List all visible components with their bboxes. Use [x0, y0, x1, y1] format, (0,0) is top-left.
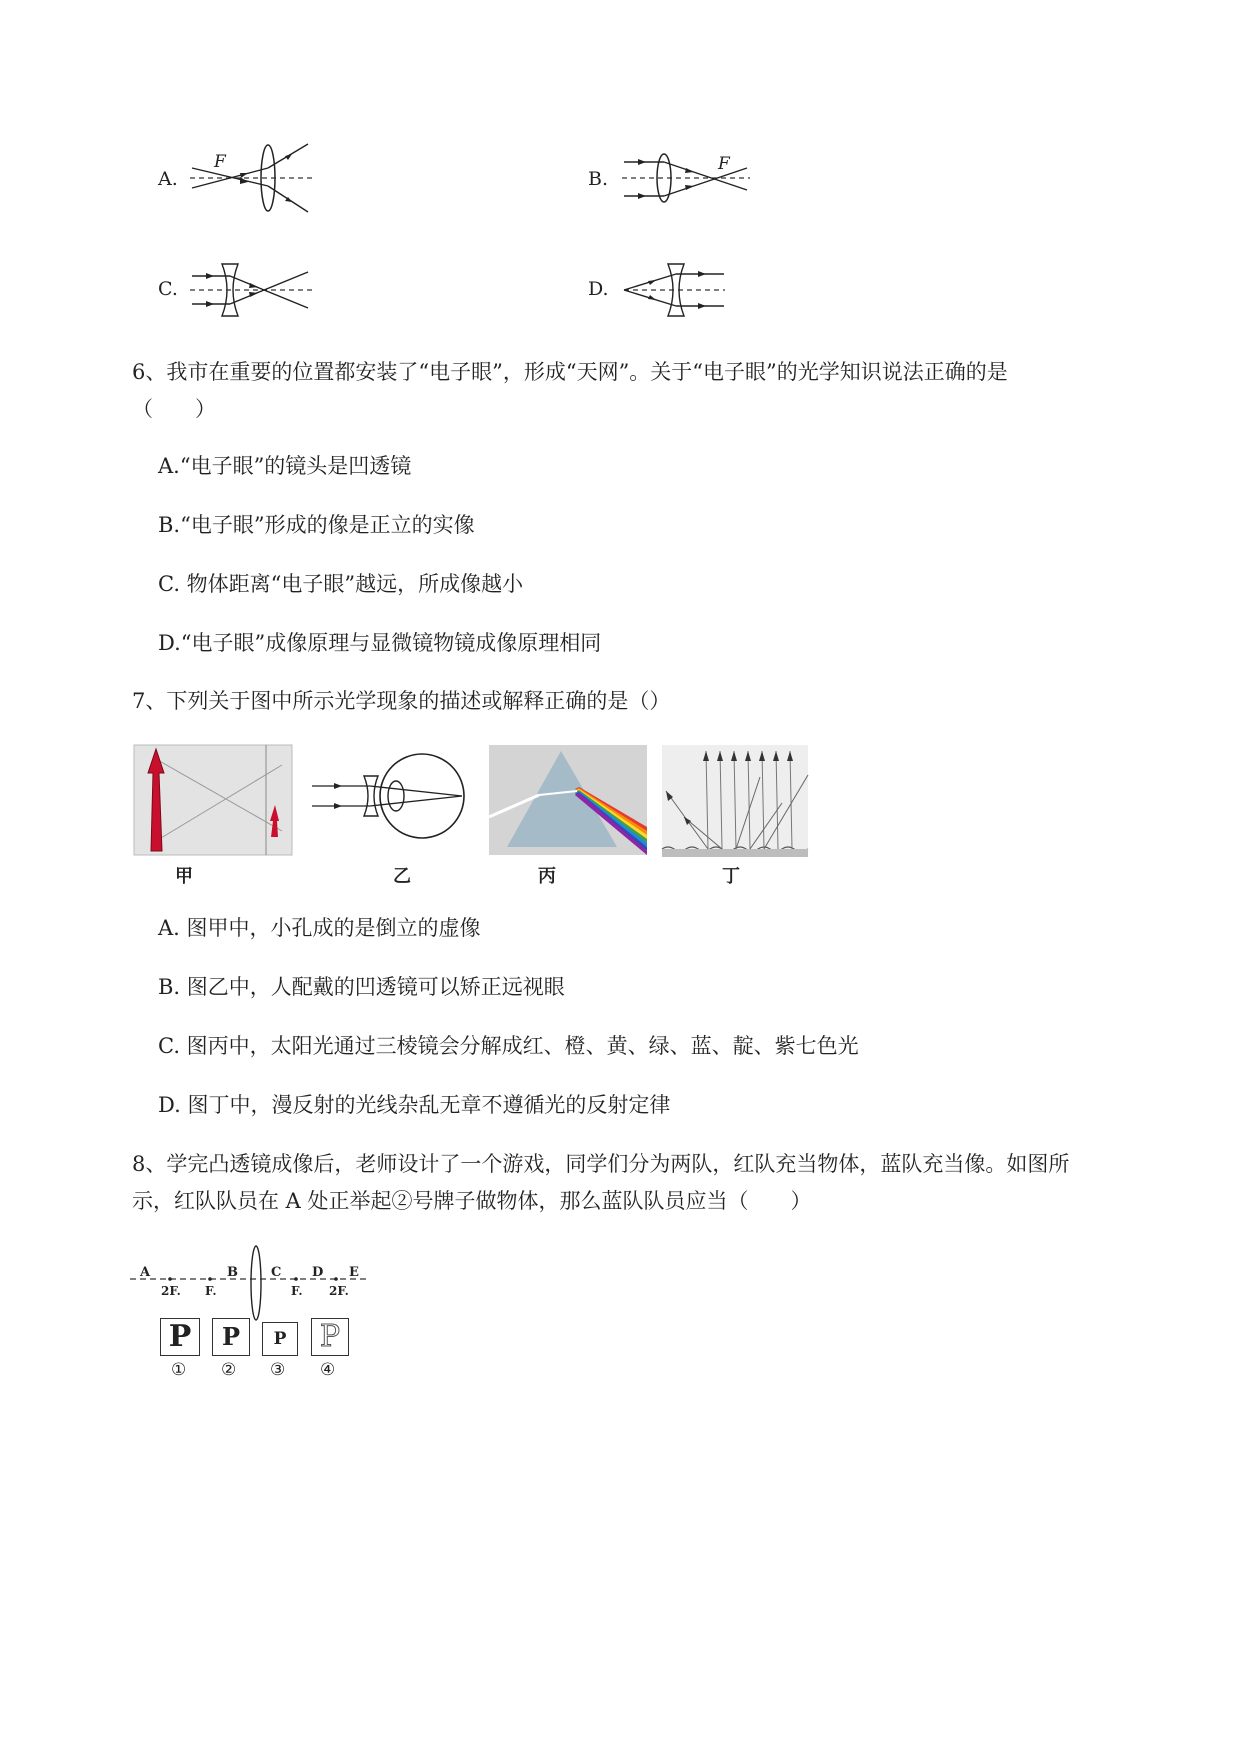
card-4-letter: P — [319, 1319, 341, 1354]
q8-stem-line1: 8、学完凸透镜成像后，老师设计了一个游戏，同学们分为两队，红队充当物体，蓝队充当像。如图所 — [132, 1152, 1070, 1176]
q7-option-c: C. 图丙中，太阳光通过三棱镜会分解成红、橙、黄、绿、蓝、靛、紫七色光 — [158, 1034, 859, 1058]
focus-label-b: F — [718, 154, 730, 174]
q6-option-b: B.“电子眼”形成的像是正立的实像 — [158, 513, 475, 537]
figure-bing-prism — [489, 745, 647, 855]
card-2 — [212, 1318, 250, 1356]
q6-option-d: D.“电子眼”成像原理与显微镜物镜成像原理相同 — [158, 631, 602, 655]
figure-jia-pinhole — [134, 745, 292, 855]
axis-point-e: E — [349, 1265, 359, 1280]
axis-point-a: A — [140, 1265, 151, 1280]
figure-caption-bing: 丙 — [538, 866, 556, 887]
q8-lens-axis-diagram — [130, 1245, 375, 1310]
focus-label-a: F — [214, 152, 226, 172]
figure-caption-jia: 甲 — [175, 866, 193, 887]
card-2-letter: P — [221, 1322, 241, 1351]
card-3-letter: P — [273, 1329, 287, 1349]
card-number-1: ① — [171, 1360, 187, 1380]
card-1 — [160, 1318, 200, 1356]
option-d-label: D. — [588, 278, 609, 300]
figure-yi-eye — [312, 748, 468, 848]
axis-point-b: B — [227, 1265, 238, 1280]
axis-point-d: D — [312, 1265, 324, 1280]
concave-lens-diagram-c — [190, 262, 320, 322]
q6-option-c: C. 物体距离“电子眼”越远，所成像越小 — [158, 572, 524, 596]
figure-caption-ding: 丁 — [722, 866, 740, 887]
option-a-label: A. — [158, 168, 178, 190]
axis-mark-f-left: F. — [205, 1284, 217, 1298]
q6-option-a: A.“电子眼”的镜头是凹透镜 — [158, 454, 412, 478]
figure-ding-diffuse-reflection — [662, 745, 808, 857]
axis-mark-f-right: F. — [291, 1284, 303, 1298]
card-1-letter: P — [168, 1319, 192, 1354]
q8-stem-line2: 示，红队队员在 A 处正举起②号牌子做物体，那么蓝队队员应当（ ） — [132, 1189, 812, 1213]
axis-mark-2f-right: 2F. — [329, 1284, 349, 1298]
axis-mark-2f-left: 2F. — [161, 1284, 181, 1298]
convex-lens-diagram-b — [622, 140, 752, 220]
card-number-3: ③ — [270, 1360, 286, 1380]
card-number-4: ④ — [320, 1360, 336, 1380]
q7-option-a: A. 图甲中，小孔成的是倒立的虚像 — [158, 916, 481, 940]
q6-stem-line2: （ ） — [132, 397, 216, 421]
q7-option-d: D. 图丁中，漫反射的光线杂乱无章不遵循光的反射定律 — [158, 1093, 671, 1117]
convex-lens-diagram-a — [190, 140, 320, 220]
option-c-label: C. — [158, 278, 178, 300]
card-4 — [311, 1318, 349, 1356]
card-number-2: ② — [221, 1360, 237, 1380]
q7-option-b: B. 图乙中，人配戴的凹透镜可以矫正远视眼 — [158, 975, 565, 999]
card-3 — [262, 1322, 298, 1356]
q7-stem: 7、下列关于图中所示光学现象的描述或解释正确的是（） — [132, 689, 671, 713]
option-b-label: B. — [588, 168, 609, 190]
q6-stem-line1: 6、我市在重要的位置都安装了“电子眼”，形成“天网”。关于“电子眼”的光学知识说法正确的是 — [132, 360, 1008, 384]
concave-lens-diagram-d — [620, 262, 730, 322]
figure-caption-yi: 乙 — [393, 866, 411, 887]
axis-point-c: C — [271, 1265, 282, 1280]
